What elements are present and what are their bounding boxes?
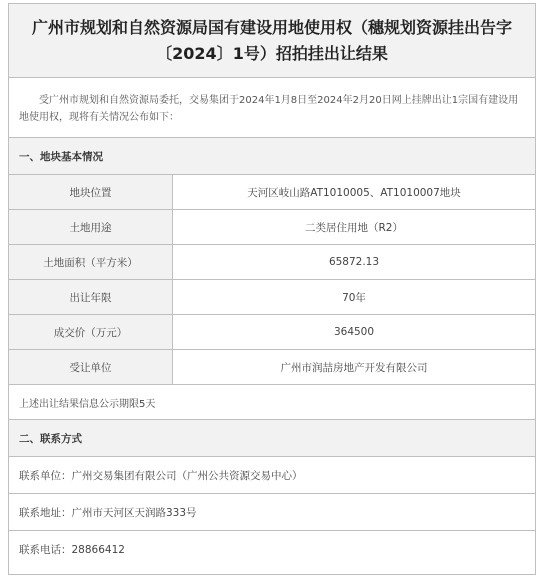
row-value-price: 364500 [173, 315, 536, 350]
table-row [9, 280, 535, 315]
row-value-transferee: 广州市润喆房地产开发有限公司 [173, 350, 536, 385]
row-label-land-area: 土地面积（平方米） [9, 245, 173, 280]
row-value-land-use: 二类居住用地（R2） [173, 210, 536, 245]
row-label-land-use: 土地用途 [9, 210, 173, 245]
page-title: 广州市规划和自然资源局国有建设用地使用权（穗规划资源挂出告字〔2024〕1号）招拍挂出让结果 [9, 4, 535, 78]
section-heading-land-info: 一、地块基本情况 [9, 138, 535, 175]
row-label-term: 出让年限 [9, 280, 173, 315]
land-info-table [9, 175, 535, 385]
table-row [9, 175, 535, 210]
intro-paragraph: 受广州市规划和自然资源局委托，交易集团于2024年1月8日至2024年2月20日网上挂牌出让1宗国有建设用地使用权，现将有关情况公布如下： [9, 78, 535, 138]
row-label-location: 地块位置 [9, 175, 173, 210]
publicity-note: 上述出让结果信息公示期限5天 [9, 385, 535, 420]
contact-unit: 联系单位：广州交易集团有限公司（广州公共资源交易中心） [9, 457, 535, 494]
section-heading-contact: 二、联系方式 [9, 420, 535, 457]
contact-address: 联系地址：广州市天河区天润路333号 [9, 494, 535, 531]
table-row [9, 245, 535, 280]
row-label-transferee: 受让单位 [9, 350, 173, 385]
row-value-term: 70年 [173, 280, 536, 315]
announcement-document [8, 3, 536, 575]
row-label-price: 成交价（万元） [9, 315, 173, 350]
table-row [9, 315, 535, 350]
row-value-land-area: 65872.13 [173, 245, 536, 280]
table-row [9, 350, 535, 385]
table-row [9, 210, 535, 245]
contact-phone: 联系电话：28866412 [19, 543, 125, 556]
row-value-location: 天河区岐山路AT1010005、AT1010007地块 [173, 175, 536, 210]
